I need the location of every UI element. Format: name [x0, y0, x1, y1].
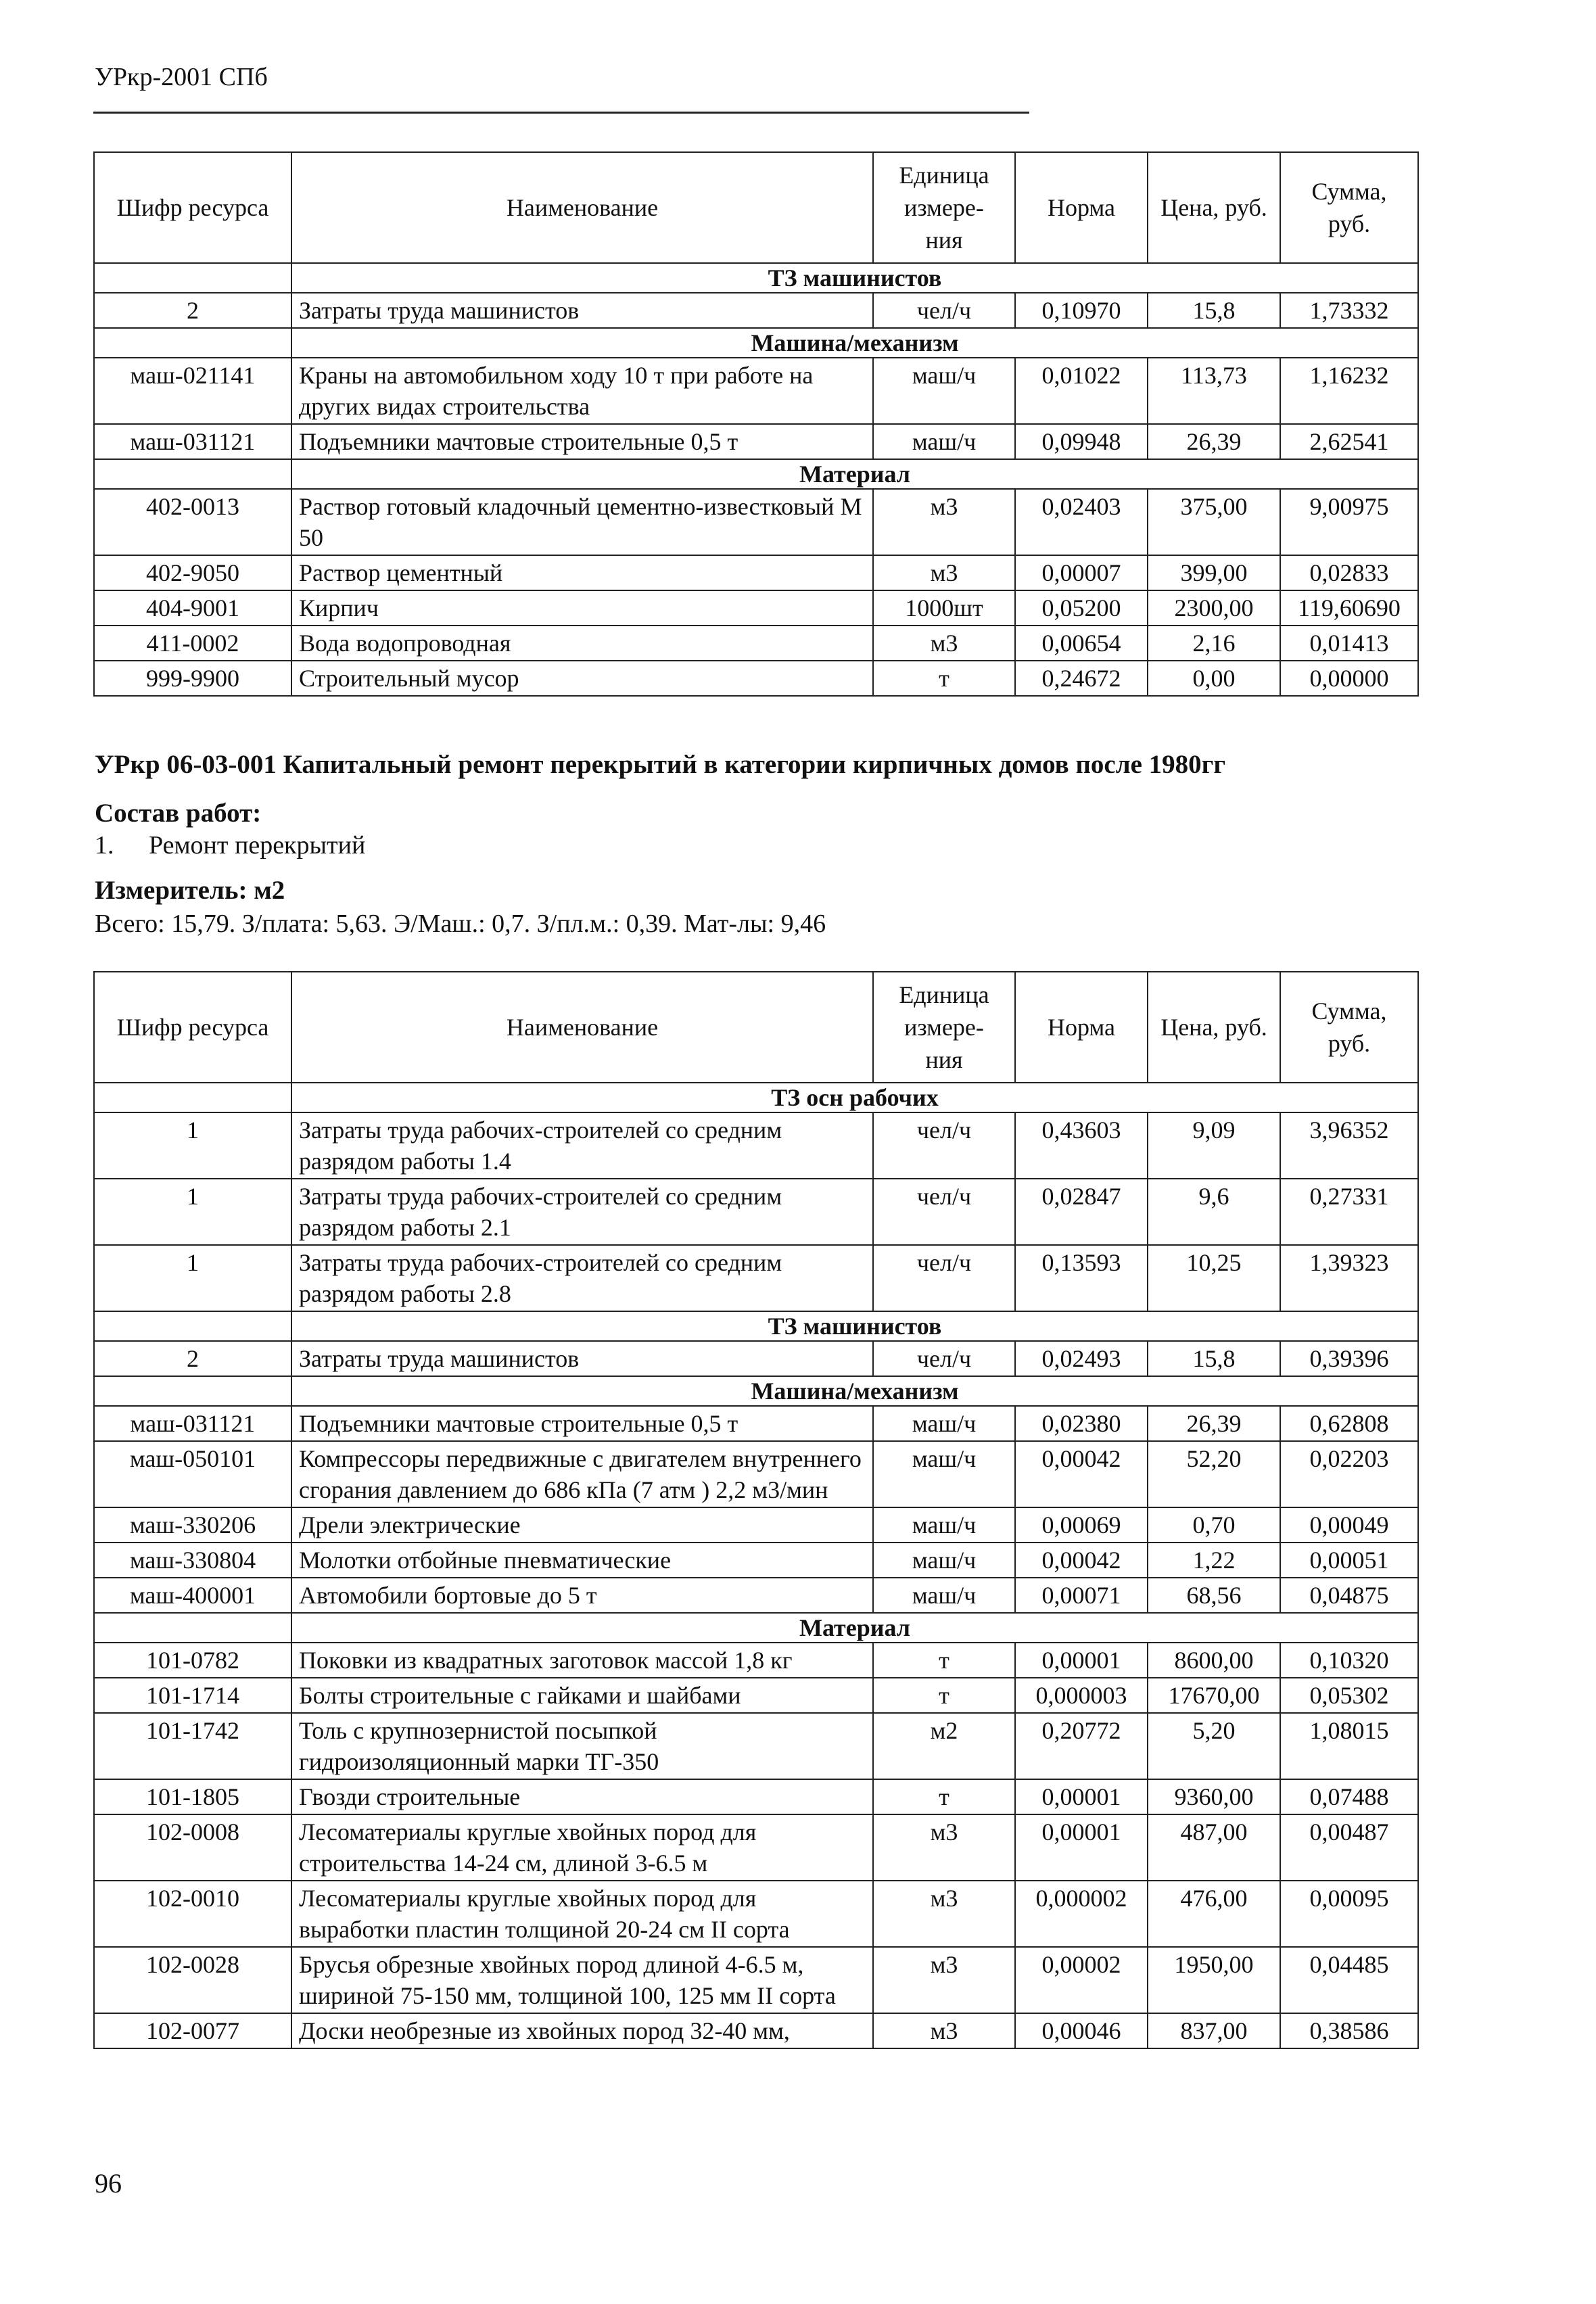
resource-code-cell: 101-1742: [94, 1713, 291, 1779]
col-header-code: Шифр ресурса: [94, 152, 291, 263]
price-cell: 17670,00: [1148, 1678, 1280, 1713]
table-body-1: [94, 263, 1418, 696]
resource-name-cell: Брусья обрезные хвойных пород длиной 4-6.5 м, шириной 75-150 мм, толщиной 100, 125 мм II сорта: [291, 1947, 873, 2013]
resource-table-2: [93, 971, 1419, 2049]
table-header-row: [94, 972, 1418, 1083]
table-row: [94, 555, 1418, 590]
price-cell: 2300,00: [1148, 590, 1280, 626]
section-blank-cell: [94, 1376, 291, 1406]
unit-cell: м2: [873, 1713, 1015, 1779]
section-blank-cell: [94, 328, 291, 358]
sum-cell: 1,73332: [1280, 293, 1418, 328]
col-header-name: Наименование: [291, 152, 873, 263]
resource-code-cell: маш-330206: [94, 1507, 291, 1543]
col-header-price: Цена, руб.: [1148, 152, 1280, 263]
price-cell: 476,00: [1148, 1881, 1280, 1947]
price-cell: 487,00: [1148, 1814, 1280, 1881]
resource-code-cell: 402-0013: [94, 489, 291, 555]
sum-cell: 0,04875: [1280, 1578, 1418, 1613]
price-cell: 15,8: [1148, 293, 1280, 328]
resource-name-cell: Затраты труда рабочих-строителей со средним разрядом работы 2.1: [291, 1179, 873, 1245]
cost-totals: Всего: 15,79. З/плата: 5,63. Э/Маш.: 0,7. З/пл.м.: 0,39. Мат-лы: 9,46: [95, 910, 826, 938]
resource-code-cell: 411-0002: [94, 626, 291, 661]
table-row: [94, 1881, 1418, 1947]
section-row: [94, 263, 1418, 293]
resource-name-cell: Подъемники мачтовые строительные 0,5 т: [291, 1406, 873, 1441]
unit-cell: маш/ч: [873, 1507, 1015, 1543]
col-header-unit: Единица измере- ния: [873, 152, 1015, 263]
norm-cell: 0,00007: [1015, 555, 1148, 590]
resource-name-cell: Затраты труда рабочих-строителей со средним разрядом работы 1.4: [291, 1112, 873, 1179]
page-number: 96: [95, 2168, 122, 2199]
sum-cell: 0,04485: [1280, 1947, 1418, 2013]
resource-code-cell: 999-9900: [94, 661, 291, 696]
norm-cell: 0,00069: [1015, 1507, 1148, 1543]
sum-cell: 0,38586: [1280, 2013, 1418, 2048]
sum-cell: 9,00975: [1280, 489, 1418, 555]
section-blank-cell: [94, 1083, 291, 1112]
sum-cell: 0,00049: [1280, 1507, 1418, 1543]
sum-cell: 0,00000: [1280, 661, 1418, 696]
section-row: [94, 1083, 1418, 1112]
resource-name-cell: Компрессоры передвижные с двигателем внутреннего сгорания давлением до 686 кПа (7 атм ) 2,2 м3/мин: [291, 1441, 873, 1507]
section-row: [94, 459, 1418, 489]
unit-cell: чел/ч: [873, 293, 1015, 328]
section-label: Машина/механизм: [291, 328, 1418, 358]
section-row: [94, 1311, 1418, 1341]
table-row: [94, 590, 1418, 626]
price-cell: 0,70: [1148, 1507, 1280, 1543]
unit-cell: маш/ч: [873, 1578, 1015, 1613]
price-cell: 68,56: [1148, 1578, 1280, 1613]
unit-heading: Измеритель: м2: [95, 876, 285, 905]
works-list-item: [95, 830, 365, 860]
sum-cell: 0,02203: [1280, 1441, 1418, 1507]
table-row: [94, 293, 1418, 328]
col-header-norm: Норма: [1015, 152, 1148, 263]
price-cell: 10,25: [1148, 1245, 1280, 1311]
price-cell: 837,00: [1148, 2013, 1280, 2048]
running-header: УРкр-2001 СПб: [95, 63, 268, 91]
col-header-norm: Норма: [1015, 972, 1148, 1083]
resource-code-cell: 101-1805: [94, 1779, 291, 1814]
resource-name-cell: Доски необрезные из хвойных пород 32-40 мм,: [291, 2013, 873, 2048]
unit-cell: маш/ч: [873, 1543, 1015, 1578]
sum-cell: 0,05302: [1280, 1678, 1418, 1713]
unit-cell: м3: [873, 1947, 1015, 2013]
norm-cell: 0,02493: [1015, 1341, 1148, 1376]
norm-cell: 0,00002: [1015, 1947, 1148, 2013]
sum-cell: 0,00095: [1280, 1881, 1418, 1947]
unit-cell: т: [873, 661, 1015, 696]
col-header-price: Цена, руб.: [1148, 972, 1280, 1083]
unit-cell: 1000шт: [873, 590, 1015, 626]
table-row: [94, 661, 1418, 696]
norm-cell: 0,00042: [1015, 1441, 1148, 1507]
resource-name-cell: Поковки из квадратных заготовок массой 1,8 кг: [291, 1643, 873, 1678]
resource-code-cell: маш-031121: [94, 1406, 291, 1441]
norm-cell: 0,00042: [1015, 1543, 1148, 1578]
resource-name-cell: Гвозди строительные: [291, 1779, 873, 1814]
resource-name-cell: Затраты труда машинистов: [291, 293, 873, 328]
price-cell: 26,39: [1148, 424, 1280, 459]
section-title: УРкр 06-03-001 Капитальный ремонт перекрытий в категории кирпичных домов после 1980гг: [95, 750, 1226, 779]
sum-cell: 0,00487: [1280, 1814, 1418, 1881]
resource-code-cell: 102-0010: [94, 1881, 291, 1947]
table-row: [94, 1814, 1418, 1881]
unit-cell: т: [873, 1678, 1015, 1713]
unit-cell: м3: [873, 555, 1015, 590]
resource-code-cell: маш-330804: [94, 1543, 291, 1578]
resource-table-1: [93, 151, 1419, 697]
section-label: ТЗ машинистов: [291, 1311, 1418, 1341]
sum-cell: 1,39323: [1280, 1245, 1418, 1311]
section-label: ТЗ машинистов: [291, 263, 1418, 293]
resource-name-cell: Вода водопроводная: [291, 626, 873, 661]
price-cell: 5,20: [1148, 1713, 1280, 1779]
norm-cell: 0,43603: [1015, 1112, 1148, 1179]
section-blank-cell: [94, 263, 291, 293]
resource-code-cell: 2: [94, 293, 291, 328]
section-label: ТЗ осн рабочих: [291, 1083, 1418, 1112]
table-row: [94, 1341, 1418, 1376]
sum-cell: 0,07488: [1280, 1779, 1418, 1814]
table-row: [94, 1543, 1418, 1578]
resource-code-cell: маш-400001: [94, 1578, 291, 1613]
norm-cell: 0,02847: [1015, 1179, 1148, 1245]
section-blank-cell: [94, 459, 291, 489]
price-cell: 399,00: [1148, 555, 1280, 590]
resource-name-cell: Затраты труда рабочих-строителей со средним разрядом работы 2.8: [291, 1245, 873, 1311]
table-row: [94, 1112, 1418, 1179]
price-cell: 1950,00: [1148, 1947, 1280, 2013]
resource-name-cell: Болты строительные с гайками и шайбами: [291, 1678, 873, 1713]
unit-cell: чел/ч: [873, 1179, 1015, 1245]
norm-cell: 0,00001: [1015, 1643, 1148, 1678]
table-row: [94, 1643, 1418, 1678]
table-row: [94, 626, 1418, 661]
unit-cell: маш/ч: [873, 424, 1015, 459]
sum-cell: 0,01413: [1280, 626, 1418, 661]
unit-cell: м3: [873, 1881, 1015, 1947]
unit-cell: маш/ч: [873, 1406, 1015, 1441]
price-cell: 1,22: [1148, 1543, 1280, 1578]
resource-code-cell: 101-1714: [94, 1678, 291, 1713]
price-cell: 0,00: [1148, 661, 1280, 696]
table-row: [94, 1713, 1418, 1779]
sum-cell: 119,60690: [1280, 590, 1418, 626]
table-row: [94, 1179, 1418, 1245]
resource-name-cell: Молотки отбойные пневматические: [291, 1543, 873, 1578]
resource-code-cell: маш-031121: [94, 424, 291, 459]
norm-cell: 0,05200: [1015, 590, 1148, 626]
sum-cell: 1,16232: [1280, 358, 1418, 424]
resource-name-cell: Лесоматериалы круглые хвойных пород для выработки пластин толщиной 20-24 см II сорта: [291, 1881, 873, 1947]
price-cell: 9360,00: [1148, 1779, 1280, 1814]
norm-cell: 0,00654: [1015, 626, 1148, 661]
resource-code-cell: маш-021141: [94, 358, 291, 424]
norm-cell: 0,09948: [1015, 424, 1148, 459]
unit-cell: чел/ч: [873, 1245, 1015, 1311]
resource-code-cell: 1: [94, 1245, 291, 1311]
resource-name-cell: Лесоматериалы круглые хвойных пород для строительства 14-24 см, длиной 3-6.5 м: [291, 1814, 873, 1881]
norm-cell: 0,00001: [1015, 1779, 1148, 1814]
norm-cell: 0,000002: [1015, 1881, 1148, 1947]
sum-cell: 0,10320: [1280, 1643, 1418, 1678]
resource-code-cell: 102-0008: [94, 1814, 291, 1881]
section-row: [94, 1376, 1418, 1406]
norm-cell: 0,10970: [1015, 293, 1148, 328]
unit-cell: чел/ч: [873, 1341, 1015, 1376]
sum-cell: 0,62808: [1280, 1406, 1418, 1441]
norm-cell: 0,000003: [1015, 1678, 1148, 1713]
table-row: [94, 1947, 1418, 2013]
resource-code-cell: 1: [94, 1179, 291, 1245]
unit-cell: м3: [873, 1814, 1015, 1881]
table-row: [94, 1678, 1418, 1713]
works-item-number: 1.: [95, 831, 114, 860]
norm-cell: 0,13593: [1015, 1245, 1148, 1311]
norm-cell: 0,02380: [1015, 1406, 1148, 1441]
resource-name-cell: Затраты труда машинистов: [291, 1341, 873, 1376]
norm-cell: 0,20772: [1015, 1713, 1148, 1779]
table-body-2: [94, 1083, 1418, 2048]
resource-code-cell: 404-9001: [94, 590, 291, 626]
price-cell: 8600,00: [1148, 1643, 1280, 1678]
norm-cell: 0,24672: [1015, 661, 1148, 696]
norm-cell: 0,00001: [1015, 1814, 1148, 1881]
price-cell: 2,16: [1148, 626, 1280, 661]
sum-cell: 0,39396: [1280, 1341, 1418, 1376]
col-header-name: Наименование: [291, 972, 873, 1083]
section-label: Материал: [291, 459, 1418, 489]
price-cell: 375,00: [1148, 489, 1280, 555]
unit-cell: м3: [873, 2013, 1015, 2048]
unit-cell: т: [873, 1643, 1015, 1678]
price-cell: 9,6: [1148, 1179, 1280, 1245]
section-blank-cell: [94, 1311, 291, 1341]
price-cell: 26,39: [1148, 1406, 1280, 1441]
unit-cell: маш/ч: [873, 358, 1015, 424]
resource-code-cell: 1: [94, 1112, 291, 1179]
col-header-unit: Единица измере- ния: [873, 972, 1015, 1083]
table-row: [94, 1578, 1418, 1613]
table-row: [94, 1779, 1418, 1814]
table-header-row: [94, 152, 1418, 263]
resource-code-cell: 102-0028: [94, 1947, 291, 2013]
table-row: [94, 1406, 1418, 1441]
table-row: [94, 358, 1418, 424]
resource-name-cell: Краны на автомобильном ходу 10 т при работе на других видах строительства: [291, 358, 873, 424]
table-row: [94, 1441, 1418, 1507]
sum-cell: 1,08015: [1280, 1713, 1418, 1779]
price-cell: 9,09: [1148, 1112, 1280, 1179]
sum-cell: 0,27331: [1280, 1179, 1418, 1245]
section-row: [94, 1613, 1418, 1643]
section-row: [94, 328, 1418, 358]
price-cell: 113,73: [1148, 358, 1280, 424]
resource-name-cell: Кирпич: [291, 590, 873, 626]
section-blank-cell: [94, 1613, 291, 1643]
resource-code-cell: 102-0077: [94, 2013, 291, 2048]
resource-name-cell: Строительный мусор: [291, 661, 873, 696]
table-row: [94, 424, 1418, 459]
price-cell: 52,20: [1148, 1441, 1280, 1507]
price-cell: 15,8: [1148, 1341, 1280, 1376]
sum-cell: 2,62541: [1280, 424, 1418, 459]
col-header-code: Шифр ресурса: [94, 972, 291, 1083]
resource-code-cell: 402-9050: [94, 555, 291, 590]
table-row: [94, 489, 1418, 555]
norm-cell: 0,00071: [1015, 1578, 1148, 1613]
norm-cell: 0,02403: [1015, 489, 1148, 555]
resource-name-cell: Толь с крупнозернистой посыпкой гидроизоляционный марки ТГ-350: [291, 1713, 873, 1779]
col-header-sum: Сумма, руб.: [1280, 152, 1418, 263]
works-heading: Состав работ:: [95, 799, 262, 828]
sum-cell: 3,96352: [1280, 1112, 1418, 1179]
resource-code-cell: 2: [94, 1341, 291, 1376]
resource-name-cell: Автомобили бортовые до 5 т: [291, 1578, 873, 1613]
works-item-text: Ремонт перекрытий: [149, 831, 366, 860]
unit-cell: чел/ч: [873, 1112, 1015, 1179]
header-rule: [93, 112, 1029, 114]
resource-code-cell: 101-0782: [94, 1643, 291, 1678]
table-row: [94, 1507, 1418, 1543]
sum-cell: 0,00051: [1280, 1543, 1418, 1578]
table-row: [94, 2013, 1418, 2048]
section-label: Машина/механизм: [291, 1376, 1418, 1406]
col-header-sum: Сумма, руб.: [1280, 972, 1418, 1083]
table-row: [94, 1245, 1418, 1311]
norm-cell: 0,01022: [1015, 358, 1148, 424]
section-label: Материал: [291, 1613, 1418, 1643]
norm-cell: 0,00046: [1015, 2013, 1148, 2048]
resource-name-cell: Подъемники мачтовые строительные 0,5 т: [291, 424, 873, 459]
resource-name-cell: Раствор готовый кладочный цементно-известковый М 50: [291, 489, 873, 555]
resource-name-cell: Дрели электрические: [291, 1507, 873, 1543]
sum-cell: 0,02833: [1280, 555, 1418, 590]
unit-cell: м3: [873, 489, 1015, 555]
unit-cell: м3: [873, 626, 1015, 661]
unit-cell: т: [873, 1779, 1015, 1814]
unit-cell: маш/ч: [873, 1441, 1015, 1507]
resource-code-cell: маш-050101: [94, 1441, 291, 1507]
resource-name-cell: Раствор цементный: [291, 555, 873, 590]
